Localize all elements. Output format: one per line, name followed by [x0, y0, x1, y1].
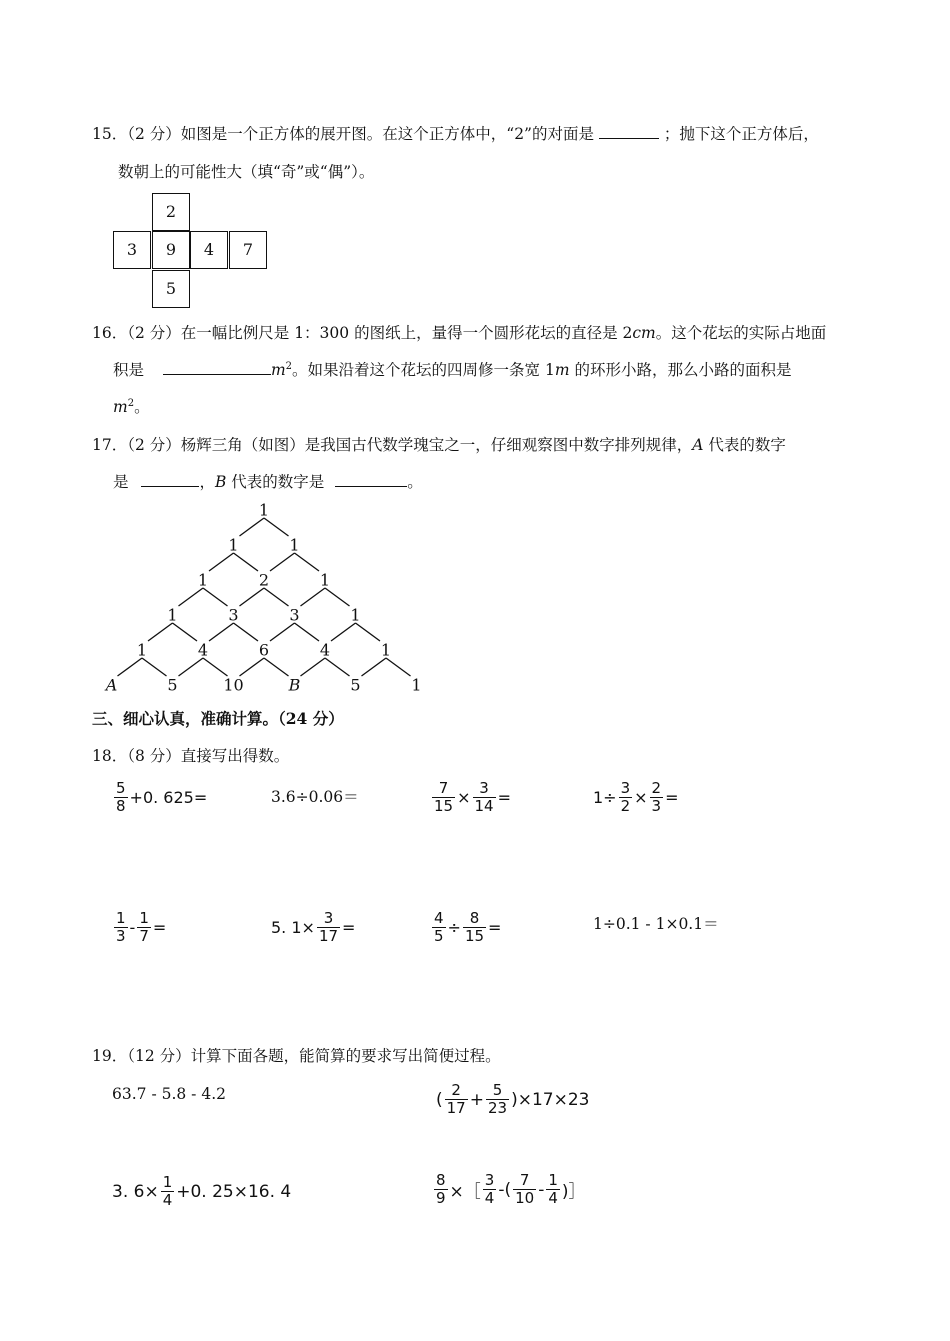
operator: ÷	[447, 918, 461, 937]
equals: =	[152, 918, 167, 937]
denominator: 5	[434, 927, 444, 945]
triangle-line	[301, 658, 326, 676]
expr-rest: )×17×23	[511, 1089, 590, 1110]
q19-problem-3	[112, 1174, 291, 1209]
denominator: 7	[139, 927, 149, 945]
triangle-line	[295, 553, 320, 571]
triangle-line	[179, 658, 204, 676]
numerator: 2	[445, 1082, 468, 1100]
net-cell-m4: 7	[229, 231, 267, 269]
triangle-number: 6	[258, 640, 270, 660]
q16-text-2a: 积是	[113, 361, 145, 379]
triangle-line	[203, 588, 228, 606]
fraction	[473, 780, 496, 815]
fraction	[619, 780, 633, 815]
numerator: 3	[317, 910, 340, 928]
triangle-number: 3	[289, 605, 300, 625]
q18-problem-8: 1÷0.1 - 1×0.1＝	[593, 915, 719, 933]
net-cell-m1: 3	[113, 231, 151, 269]
triangle-number: 1	[289, 535, 300, 555]
equals: =	[497, 788, 511, 807]
fraction	[513, 1172, 536, 1207]
q17-text-2b: ，	[199, 473, 215, 491]
numerator: 1	[139, 909, 149, 927]
equals: =	[665, 788, 679, 807]
net-cell-top: 2	[152, 193, 190, 231]
numerator: 5	[486, 1082, 509, 1100]
triangle-number: 1	[197, 570, 209, 590]
q16-unit-m: m	[270, 361, 286, 379]
fraction	[546, 1172, 560, 1207]
q18-title: 18．（8 分）直接写出得数。	[92, 747, 290, 765]
numerator: 3	[484, 1171, 495, 1189]
triangle-line	[234, 553, 259, 571]
net-cell-m2: 9	[152, 231, 190, 269]
numerator: 8	[463, 910, 486, 928]
q17-text-1b: 代表的数字	[703, 436, 786, 454]
triangle-line	[331, 623, 356, 641]
equals: =	[488, 918, 502, 937]
denominator: 10	[515, 1189, 535, 1207]
operator: -	[538, 1179, 545, 1200]
operator: -	[129, 918, 136, 937]
denominator: 3	[651, 797, 662, 815]
expr-lead: 3. 6×	[112, 1181, 159, 1202]
q17-var-a: A	[692, 436, 704, 454]
equals: =	[342, 918, 356, 937]
q16-unit-cm: cm	[632, 324, 656, 342]
triangle-line	[209, 553, 234, 571]
denominator: 2	[620, 797, 631, 815]
q19-title: 19．（12 分）计算下面各题，能简算的要求写出简便过程。	[92, 1047, 501, 1065]
operator: +	[469, 1089, 484, 1110]
q19-problem-4	[432, 1172, 586, 1207]
net-cell-bottom: 5	[152, 270, 190, 308]
q18-problem-2: 3.6÷0.06＝	[271, 788, 359, 806]
operator: -(	[498, 1179, 512, 1200]
q17-text-2d: 。	[407, 473, 423, 491]
denominator: 4	[484, 1189, 495, 1207]
fraction	[486, 1082, 509, 1117]
q18-problem-4	[593, 780, 679, 815]
triangle-number: 5	[350, 675, 361, 695]
fraction	[432, 910, 446, 945]
denominator: 3	[116, 927, 126, 945]
triangle-number: 4	[197, 640, 209, 660]
triangle-line	[173, 623, 198, 641]
triangle-number: 1	[228, 535, 239, 555]
triangle-line	[148, 623, 173, 641]
operator: ×［	[449, 1182, 481, 1202]
expr-end: )］	[561, 1182, 586, 1202]
triangle-line	[270, 553, 295, 571]
denominator: 9	[436, 1189, 446, 1207]
triangle-line	[240, 588, 265, 606]
triangle-number: 3	[228, 605, 239, 625]
triangle-line	[203, 658, 228, 676]
q16-unit-m2: m	[554, 361, 570, 379]
triangle-line	[264, 658, 289, 676]
triangle-line	[295, 623, 320, 641]
numerator: 1	[548, 1171, 558, 1189]
triangle-line	[209, 623, 234, 641]
triangle-number: 1	[411, 675, 422, 695]
paren-open: (	[436, 1089, 443, 1110]
triangle-number: 1	[167, 605, 178, 625]
q16-text-2b: 。如果沿着这个花坛的四周修一条宽 1	[292, 361, 555, 379]
numerator: 3	[620, 779, 631, 797]
triangle-line	[362, 658, 387, 676]
numerator: 4	[434, 909, 444, 927]
denominator: 23	[487, 1099, 508, 1117]
expr-lead: 5. 1×	[271, 918, 315, 937]
q16-text-1: 16．（2 分）在一幅比例尺是 1：300 的图纸上，量得一个圆形花坛的直径是 2	[92, 324, 633, 342]
q17-var-b: B	[214, 473, 227, 491]
triangle-line	[301, 588, 326, 606]
denominator: 17	[318, 927, 339, 945]
numerator: 5	[116, 779, 126, 797]
operator: ×	[457, 788, 471, 807]
q17-text-1a: 17．（2 分）杨辉三角（如图）是我国古代数学瑰宝之一，仔细观察图中数字排列规律，	[92, 436, 693, 454]
q17-text-2a: 是	[113, 473, 129, 491]
numerator: 7	[513, 1172, 536, 1190]
triangle-number: 1	[350, 605, 361, 625]
triangle-line	[356, 623, 381, 641]
q18-problem-5	[112, 910, 166, 945]
triangle-line	[264, 588, 289, 606]
triangle-line	[240, 518, 265, 536]
expr-rest: +0. 25×16. 4	[176, 1181, 292, 1202]
q16-text-2c: 的环形小路，那么小路的面积是	[569, 361, 792, 379]
q15-text-a: 15．（2 分）如图是一个正方体的展开图。在这个正方体中，“2”的对面是	[92, 125, 594, 143]
triangle-number: 1	[380, 640, 392, 660]
q19-problem-1: 63.7 - 5.8 - 4.2	[112, 1085, 226, 1103]
denominator: 15	[464, 927, 485, 945]
fraction	[463, 910, 486, 945]
triangle-line	[142, 658, 167, 676]
triangle-line	[325, 588, 350, 606]
triangle-number: 2	[258, 570, 270, 590]
denominator: 15	[434, 797, 454, 815]
triangle-line	[234, 623, 259, 641]
numerator: 8	[436, 1171, 446, 1189]
q16-text-1-end: 。这个花坛的实际占地面	[655, 324, 827, 342]
fraction	[161, 1174, 175, 1209]
expr-lead: 1÷	[593, 788, 617, 807]
numerator: 2	[651, 779, 662, 797]
denominator: 8	[116, 797, 126, 815]
triangle-number: 1	[258, 500, 270, 520]
q16-text-3: 。	[134, 398, 150, 416]
triangle-line	[264, 518, 289, 536]
triangle-number: 10	[223, 675, 244, 695]
triangle-number: 1	[319, 570, 331, 590]
triangle-number: A	[105, 675, 118, 695]
denominator: 14	[474, 797, 494, 815]
q18-problem-1	[112, 780, 207, 815]
q17-text-2c: 代表的数字是	[226, 473, 325, 491]
q19-problem-2	[436, 1082, 589, 1117]
expr-rest: +0. 625=	[129, 788, 208, 807]
fraction	[432, 780, 455, 815]
fraction	[483, 1172, 497, 1207]
triangle-line	[240, 658, 265, 676]
triangle-number: B	[288, 675, 301, 695]
fraction	[445, 1082, 468, 1117]
denominator: 17	[446, 1099, 466, 1117]
denominator: 4	[162, 1191, 173, 1209]
fraction	[317, 910, 340, 945]
triangle-line	[325, 658, 350, 676]
fraction	[434, 1172, 448, 1207]
triangle-line	[118, 658, 143, 676]
numerator: 3	[473, 780, 496, 798]
denominator: 4	[548, 1189, 558, 1207]
numerator: 1	[116, 909, 126, 927]
q15-text-c: 数朝上的可能性大（填“奇”或“偶”）。	[117, 163, 375, 181]
triangle-number: 5	[167, 675, 178, 695]
triangle-number: 4	[319, 640, 331, 660]
triangle-line	[386, 658, 411, 676]
net-cell-m3: 4	[190, 231, 228, 269]
q16-sup: 2	[285, 360, 293, 372]
numerator: 1	[162, 1173, 173, 1191]
q16-sup-2: 2	[127, 397, 135, 409]
triangle-number: 1	[136, 640, 148, 660]
operator: ×	[634, 788, 648, 807]
triangle-line	[179, 588, 204, 606]
fraction	[114, 910, 128, 945]
q18-problem-7	[430, 910, 501, 945]
fraction	[650, 780, 664, 815]
q16-unit-m3: m	[113, 398, 128, 416]
numerator: 7	[432, 780, 455, 798]
q15-text-b: ；抛下这个正方体后，	[663, 125, 819, 143]
fraction	[137, 910, 151, 945]
section3-heading: 三、细心认真，准确计算。（24 分）	[92, 709, 344, 728]
triangle-line	[270, 623, 295, 641]
q18-problem-3	[430, 780, 511, 815]
fraction	[114, 780, 128, 815]
q18-problem-6	[271, 910, 355, 945]
